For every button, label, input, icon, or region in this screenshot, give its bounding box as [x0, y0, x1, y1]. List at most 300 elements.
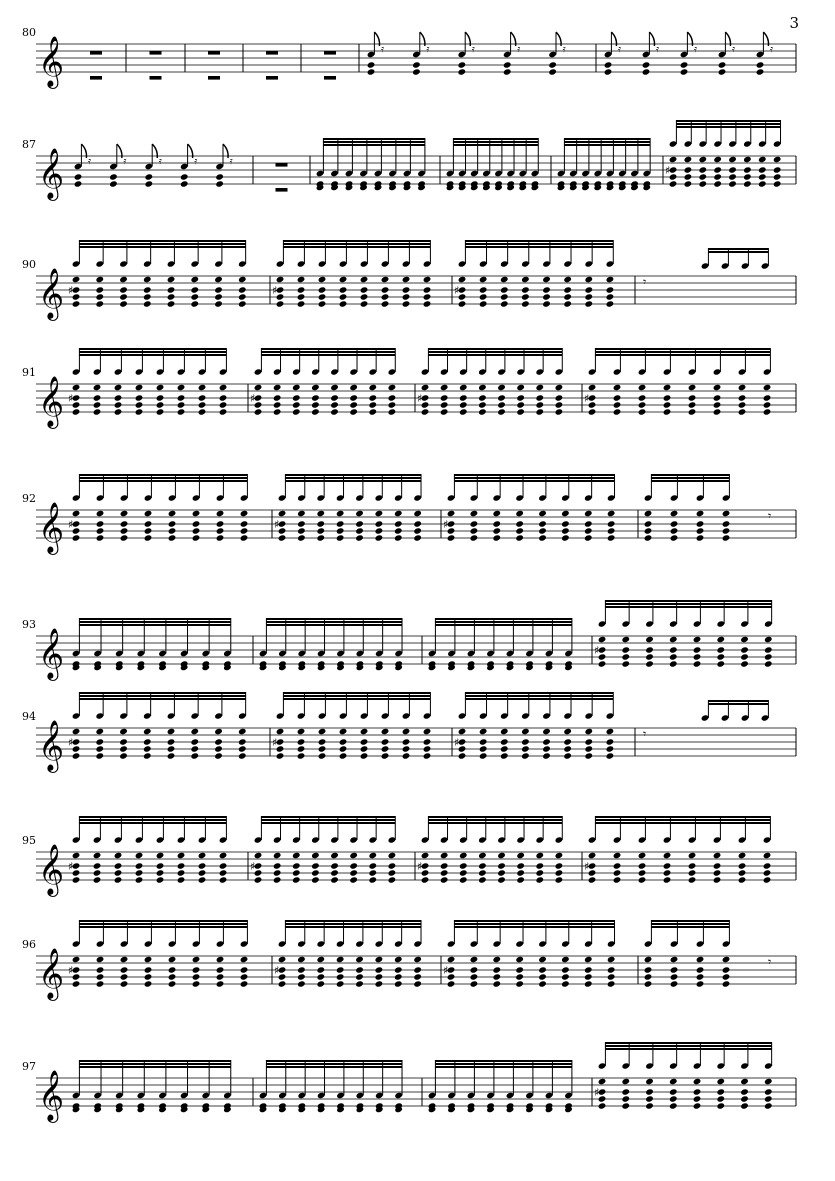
notehead	[168, 534, 177, 541]
treble-clef-icon: 𝄞	[38, 844, 65, 895]
notehead	[72, 728, 81, 735]
notehead	[663, 869, 672, 876]
notehead	[216, 527, 225, 534]
notehead	[669, 1088, 678, 1095]
beam	[435, 1066, 572, 1068]
notehead	[555, 852, 564, 859]
beam	[605, 1048, 771, 1050]
beam	[676, 126, 780, 128]
beam	[595, 351, 770, 353]
notehead	[563, 752, 572, 759]
notehead	[548, 68, 557, 75]
notehead	[388, 862, 397, 869]
notehead	[713, 173, 722, 180]
notehead	[394, 956, 403, 963]
notehead	[645, 660, 654, 667]
notehead	[538, 527, 547, 534]
notehead	[96, 510, 105, 517]
notehead	[542, 738, 551, 745]
notehead	[297, 520, 306, 527]
notehead	[219, 401, 228, 408]
notehead	[670, 527, 679, 534]
beam	[79, 819, 226, 821]
staff-system	[22, 348, 796, 429]
notehead	[190, 752, 199, 759]
notehead	[688, 852, 697, 859]
notehead	[492, 966, 501, 973]
notehead	[758, 156, 767, 163]
beam	[435, 621, 572, 623]
notehead	[638, 862, 647, 869]
notehead	[740, 1095, 749, 1102]
notehead	[458, 300, 467, 307]
notehead	[421, 852, 430, 859]
notehead	[738, 852, 747, 859]
notehead	[402, 300, 411, 307]
beam	[266, 621, 402, 623]
notehead	[479, 276, 488, 283]
notehead	[535, 869, 544, 876]
beam	[708, 703, 768, 705]
eighth-rest-icon: 𝄾	[768, 509, 772, 523]
beam	[283, 240, 430, 242]
notehead	[521, 293, 530, 300]
notehead	[120, 980, 129, 987]
notehead	[192, 534, 201, 541]
notehead	[96, 966, 105, 973]
beam	[285, 920, 421, 922]
notehead	[516, 869, 525, 876]
notehead	[644, 534, 653, 541]
notehead	[144, 966, 153, 973]
notehead	[538, 956, 547, 963]
notehead	[95, 728, 104, 735]
rest-icon: 𝄿	[471, 44, 475, 55]
notehead	[763, 869, 772, 876]
notehead	[538, 510, 547, 517]
notehead	[713, 384, 722, 391]
notehead	[190, 745, 199, 752]
notehead	[716, 1088, 725, 1095]
notehead	[143, 738, 152, 745]
notehead	[644, 510, 653, 517]
notehead	[297, 534, 306, 541]
notehead	[214, 728, 223, 735]
notehead	[180, 173, 189, 180]
notehead	[368, 869, 377, 876]
beam	[79, 246, 245, 248]
notehead	[458, 728, 467, 735]
notehead	[95, 745, 104, 752]
notehead	[423, 286, 432, 293]
notehead	[693, 1088, 702, 1095]
notehead	[763, 876, 772, 883]
notehead	[738, 384, 747, 391]
notehead	[421, 384, 430, 391]
notehead	[177, 394, 186, 401]
treble-clef-icon: 𝄞	[38, 948, 65, 999]
notehead	[95, 738, 104, 745]
notehead	[297, 276, 306, 283]
notehead	[412, 61, 421, 68]
notehead	[214, 293, 223, 300]
notehead	[143, 745, 152, 752]
notehead	[72, 276, 81, 283]
notehead	[542, 752, 551, 759]
beam	[79, 243, 245, 245]
notehead	[95, 276, 104, 283]
beam	[465, 692, 613, 694]
whole-rest-icon	[266, 76, 278, 80]
rest-icon: 𝄿	[88, 156, 92, 167]
notehead	[542, 286, 551, 293]
notehead	[688, 401, 697, 408]
notehead	[613, 869, 622, 876]
notehead	[479, 293, 488, 300]
notehead	[388, 384, 397, 391]
sharp-icon: ♯	[417, 392, 423, 405]
notehead	[478, 408, 487, 415]
notehead	[375, 956, 384, 963]
notehead	[336, 980, 345, 987]
notehead	[584, 956, 593, 963]
notehead	[561, 980, 570, 987]
notehead	[402, 728, 411, 735]
rest-icon: 𝄿	[229, 156, 233, 167]
notehead	[219, 876, 228, 883]
notehead	[447, 956, 456, 963]
notehead	[722, 980, 731, 987]
notehead	[722, 510, 731, 517]
notehead	[521, 276, 530, 283]
whole-rest-icon	[208, 76, 220, 80]
measure-number: 93	[22, 618, 36, 631]
notehead	[375, 980, 384, 987]
beam	[435, 624, 572, 626]
beam	[79, 621, 230, 623]
notehead	[738, 876, 747, 883]
notehead	[95, 300, 104, 307]
beam	[79, 348, 226, 350]
notehead	[756, 68, 765, 75]
notehead	[763, 401, 772, 408]
notehead	[74, 180, 83, 187]
notehead	[238, 738, 247, 745]
notehead	[521, 745, 530, 752]
notehead	[240, 966, 249, 973]
notehead	[561, 534, 570, 541]
notehead	[621, 1102, 630, 1109]
notehead	[516, 384, 525, 391]
notehead	[670, 956, 679, 963]
notehead	[394, 527, 403, 534]
notehead	[423, 745, 432, 752]
notehead	[669, 660, 678, 667]
beam	[266, 1060, 402, 1062]
notehead	[698, 156, 707, 163]
notehead	[492, 510, 501, 517]
beam	[79, 480, 247, 482]
notehead	[402, 738, 411, 745]
notehead	[360, 728, 369, 735]
notehead	[316, 966, 325, 973]
notehead	[238, 728, 247, 735]
notehead	[198, 876, 207, 883]
notehead	[718, 61, 727, 68]
notehead	[273, 408, 282, 415]
sharp-icon: ♯	[594, 1086, 600, 1099]
notehead	[355, 956, 364, 963]
beam	[435, 1060, 572, 1062]
notehead	[72, 300, 81, 307]
notehead	[144, 510, 153, 517]
notehead	[240, 956, 249, 963]
notehead	[240, 973, 249, 980]
notehead	[316, 980, 325, 987]
notehead	[621, 636, 630, 643]
notehead	[388, 869, 397, 876]
notehead	[716, 1102, 725, 1109]
notehead	[96, 527, 105, 534]
notehead	[192, 520, 201, 527]
notehead	[470, 534, 479, 541]
notehead	[763, 852, 772, 859]
notehead	[72, 510, 81, 517]
notehead	[478, 394, 487, 401]
notehead	[645, 1088, 654, 1095]
notehead	[143, 728, 152, 735]
beam	[676, 120, 780, 122]
notehead	[606, 745, 615, 752]
notehead	[381, 293, 390, 300]
notehead	[144, 534, 153, 541]
eighth-rest-icon: 𝄾	[643, 727, 647, 741]
notehead	[773, 173, 782, 180]
sharp-icon: ♯	[274, 518, 280, 531]
notehead	[360, 738, 369, 745]
notehead	[606, 752, 615, 759]
notehead	[588, 408, 597, 415]
beam	[428, 816, 562, 818]
notehead	[713, 862, 722, 869]
notehead	[336, 973, 345, 980]
notehead	[663, 394, 672, 401]
notehead	[440, 394, 449, 401]
notehead	[740, 1078, 749, 1085]
beam	[465, 240, 613, 242]
sharp-icon: ♯	[584, 860, 590, 873]
notehead	[330, 408, 339, 415]
notehead	[500, 286, 509, 293]
rest-icon: 𝄿	[381, 44, 385, 55]
measure-number: 92	[22, 492, 36, 505]
notehead	[515, 966, 524, 973]
sharp-icon: ♯	[454, 736, 460, 749]
notehead	[180, 180, 189, 187]
sharp-icon: ♯	[417, 860, 423, 873]
notehead	[273, 869, 282, 876]
notehead	[716, 1095, 725, 1102]
notehead	[764, 1102, 773, 1109]
notehead	[156, 408, 165, 415]
notehead	[497, 401, 506, 408]
notehead	[535, 384, 544, 391]
notehead	[190, 293, 199, 300]
notehead	[535, 408, 544, 415]
notehead	[773, 180, 782, 187]
notehead	[500, 300, 509, 307]
beam	[285, 477, 421, 479]
whole-rest-icon	[324, 51, 336, 55]
notehead	[613, 408, 622, 415]
notehead	[515, 534, 524, 541]
notehead	[670, 973, 679, 980]
notehead	[114, 869, 123, 876]
notehead	[584, 738, 593, 745]
treble-clef-icon: 𝄞	[38, 628, 65, 679]
notehead	[119, 276, 128, 283]
notehead	[135, 384, 144, 391]
notehead	[292, 869, 301, 876]
staff-system	[22, 120, 796, 201]
notehead	[311, 401, 320, 408]
notehead	[497, 408, 506, 415]
notehead	[355, 527, 364, 534]
notehead	[311, 408, 320, 415]
notehead	[120, 534, 129, 541]
notehead	[470, 520, 479, 527]
notehead	[120, 510, 129, 517]
notehead	[492, 973, 501, 980]
notehead	[561, 510, 570, 517]
notehead	[177, 408, 186, 415]
notehead	[459, 401, 468, 408]
notehead	[696, 520, 705, 527]
notehead	[738, 408, 747, 415]
notehead	[470, 510, 479, 517]
sharp-icon: ♯	[454, 284, 460, 297]
notehead	[276, 300, 285, 307]
notehead	[143, 293, 152, 300]
notehead	[588, 852, 597, 859]
notehead	[561, 527, 570, 534]
notehead	[773, 156, 782, 163]
beam	[79, 354, 226, 356]
notehead	[663, 408, 672, 415]
notehead	[190, 728, 199, 735]
notehead	[500, 276, 509, 283]
notehead	[644, 527, 653, 534]
notehead	[156, 394, 165, 401]
notehead	[500, 738, 509, 745]
notehead	[740, 646, 749, 653]
notehead	[368, 408, 377, 415]
notehead	[93, 394, 102, 401]
notehead	[621, 1078, 630, 1085]
notehead	[696, 973, 705, 980]
notehead	[584, 966, 593, 973]
beam	[283, 695, 430, 697]
notehead	[638, 384, 647, 391]
notehead	[613, 876, 622, 883]
beam	[453, 138, 538, 140]
notehead	[297, 752, 306, 759]
notehead	[238, 745, 247, 752]
beam	[285, 474, 421, 476]
beam	[651, 477, 729, 479]
notehead	[330, 394, 339, 401]
beam	[283, 246, 430, 248]
notehead	[144, 973, 153, 980]
sharp-icon: ♯	[68, 284, 74, 297]
notehead	[339, 300, 348, 307]
notehead	[688, 862, 697, 869]
beam	[651, 474, 729, 476]
notehead	[563, 276, 572, 283]
notehead	[360, 752, 369, 759]
notehead	[177, 862, 186, 869]
staff-system	[22, 1042, 796, 1123]
notehead	[292, 852, 301, 859]
notehead	[135, 401, 144, 408]
sharp-icon: ♯	[68, 392, 74, 405]
notehead	[738, 394, 747, 401]
notehead	[167, 745, 176, 752]
notehead	[598, 636, 607, 643]
notehead	[292, 876, 301, 883]
notehead	[368, 876, 377, 883]
notehead	[621, 646, 630, 653]
notehead	[339, 276, 348, 283]
notehead	[297, 980, 306, 987]
notehead	[698, 180, 707, 187]
beam	[79, 474, 247, 476]
notehead	[190, 276, 199, 283]
notehead	[606, 276, 615, 283]
notehead	[764, 660, 773, 667]
notehead	[740, 1088, 749, 1095]
notehead	[318, 752, 327, 759]
notehead	[470, 966, 479, 973]
notehead	[758, 166, 767, 173]
notehead	[500, 728, 509, 735]
beam	[564, 144, 650, 146]
notehead	[190, 286, 199, 293]
notehead	[492, 956, 501, 963]
notehead	[542, 293, 551, 300]
treble-clef-icon: 𝄞	[38, 148, 65, 199]
beam	[79, 698, 245, 700]
notehead	[336, 534, 345, 541]
notehead	[521, 286, 530, 293]
notehead	[368, 394, 377, 401]
beam	[283, 243, 430, 245]
notehead	[680, 68, 689, 75]
eighth-rest-icon: 𝄾	[643, 275, 647, 289]
notehead	[535, 852, 544, 859]
notehead	[542, 300, 551, 307]
notehead	[563, 293, 572, 300]
notehead	[119, 728, 128, 735]
notehead	[764, 1095, 773, 1102]
notehead	[688, 384, 697, 391]
notehead	[336, 527, 345, 534]
notehead	[669, 646, 678, 653]
beam	[79, 926, 247, 928]
notehead	[470, 980, 479, 987]
notehead	[764, 646, 773, 653]
notehead	[192, 966, 201, 973]
